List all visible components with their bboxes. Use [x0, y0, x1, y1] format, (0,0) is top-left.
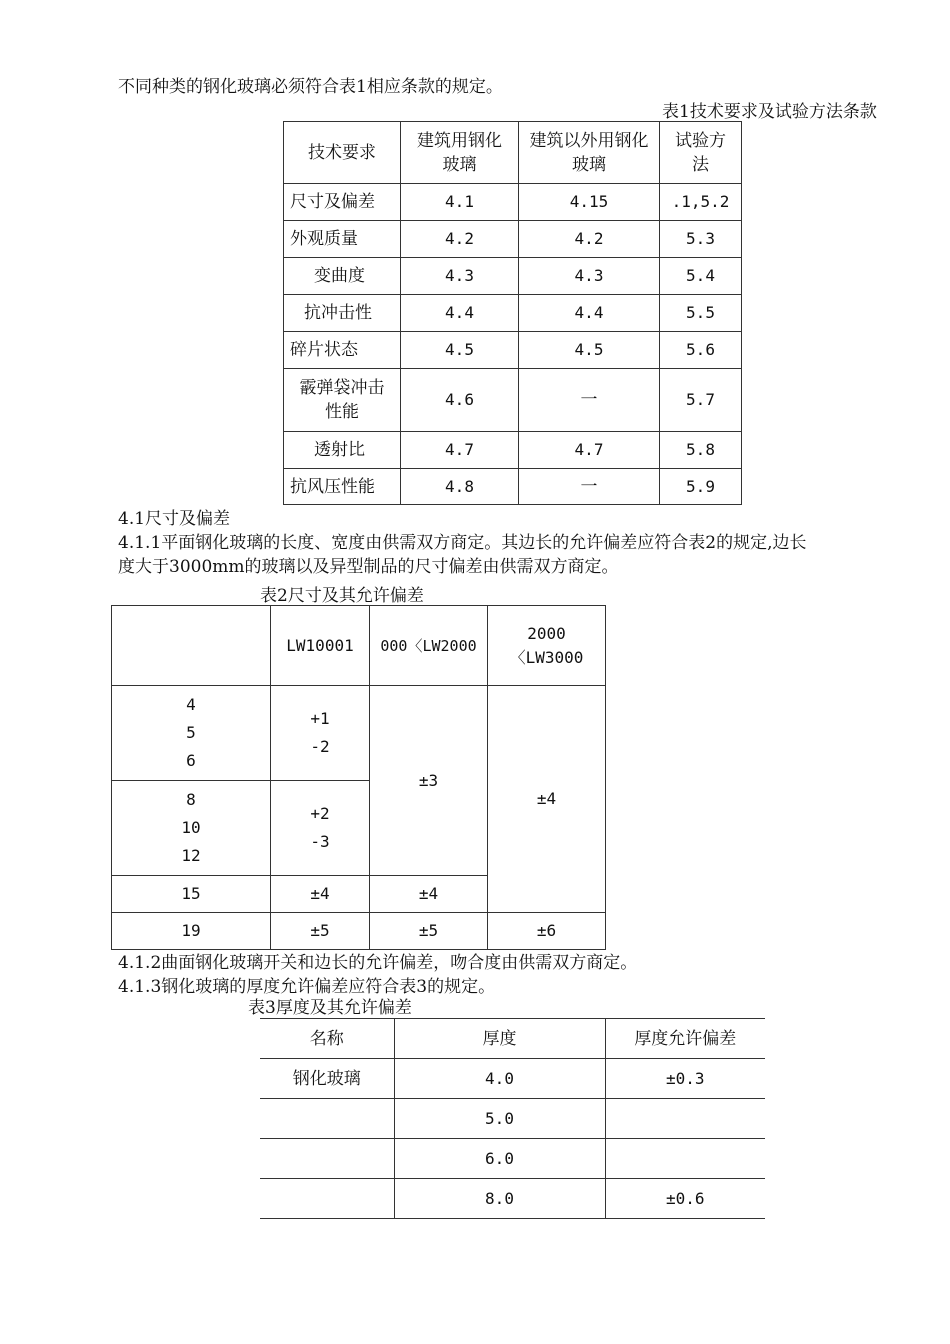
table3 — [260, 1018, 765, 1219]
table3-header-cell: 名称 — [260, 1019, 394, 1059]
table3-caption: 表3厚度及其允许偏差 — [248, 998, 412, 1018]
table-row — [284, 432, 742, 469]
table-row — [284, 258, 742, 295]
table-row — [284, 332, 742, 369]
table1-cell: 4.2 — [519, 221, 660, 258]
table3-cell — [605, 1099, 765, 1139]
table1-header-cell: 建筑以外用钢化玻璃 — [519, 122, 660, 184]
table1-header-cell: 技术要求 — [284, 122, 401, 184]
tolerance-cell: +1 -2 — [271, 686, 370, 781]
tolerance-cell: +2 -3 — [271, 781, 370, 876]
table1-cell: .1,5.2 — [660, 184, 742, 221]
table1-cell: 4.1 — [401, 184, 519, 221]
table2-cell: ±4 — [370, 876, 488, 913]
table-row — [260, 1059, 765, 1099]
table-row — [284, 295, 742, 332]
intro-text: 不同种类的钢化玻璃必须符合表1相应条款的规定。 — [118, 77, 503, 97]
table3-cell: 钢化玻璃 — [260, 1059, 394, 1099]
table1-cell: 4.7 — [519, 432, 660, 469]
table1-cell: 4.5 — [519, 332, 660, 369]
merged-tolerance-cell: ±4 — [488, 686, 606, 913]
thickness-group-cell: 4 5 6 — [112, 686, 271, 781]
table1-cell: 4.4 — [519, 295, 660, 332]
table1-cell: 5.6 — [660, 332, 742, 369]
table-row — [284, 469, 742, 505]
table2-cell: 19 — [112, 913, 271, 950]
table-row — [260, 1139, 765, 1179]
table2-header-cell — [112, 606, 271, 686]
table3-header-cell: 厚度允许偏差 — [605, 1019, 765, 1059]
table3-cell — [605, 1139, 765, 1179]
table1-header-row — [284, 122, 742, 184]
table2-caption: 表2尺寸及其允许偏差 — [260, 586, 424, 606]
table3-cell: 8.0 — [394, 1179, 605, 1219]
table2-header-row — [112, 606, 606, 686]
table2-header-cell: LW10001 — [271, 606, 370, 686]
table3-cell: ±0.6 — [605, 1179, 765, 1219]
table3-cell — [260, 1139, 394, 1179]
table3-cell: 6.0 — [394, 1139, 605, 1179]
table1-cell: 4.7 — [401, 432, 519, 469]
table-row — [284, 369, 742, 432]
thickness-group-cell: 8 10 12 — [112, 781, 271, 876]
table3-cell: ±0.3 — [605, 1059, 765, 1099]
table1-cell: 5.7 — [660, 369, 742, 432]
table-row — [284, 221, 742, 258]
paragraph: 4.1.2曲面钢化玻璃开关和边长的允许偏差，吻合度由供需双方商定。 — [118, 953, 638, 973]
paragraph: 4.1.1平面钢化玻璃的长度、宽度由供需双方商定。其边长的允许偏差应符合表2的规定,边长 — [118, 533, 807, 553]
table1-cell: 5.8 — [660, 432, 742, 469]
table1-cell: 4.2 — [401, 221, 519, 258]
table1-cell: 碎片状态 — [284, 332, 401, 369]
table1-cell: 5.3 — [660, 221, 742, 258]
table1-cell: 5.9 — [660, 469, 742, 505]
table3-header-cell: 厚度 — [394, 1019, 605, 1059]
merged-tolerance-cell: ±3 — [370, 686, 488, 876]
table2-cell: ±5 — [370, 913, 488, 950]
table3-cell: 4.0 — [394, 1059, 605, 1099]
table1-cell: 5.5 — [660, 295, 742, 332]
table1-cell: 4.4 — [401, 295, 519, 332]
table1-caption: 表1技术要求及试验方法条款 — [662, 102, 877, 122]
table1-cell: 一 — [519, 469, 660, 505]
table1-cell: 变曲度 — [284, 258, 401, 295]
table3-header-row — [260, 1019, 765, 1059]
table3-cell: 5.0 — [394, 1099, 605, 1139]
table1-cell: 外观质量 — [284, 221, 401, 258]
table2-cell: ±5 — [271, 913, 370, 950]
table1-header-cell: 试验方法 — [660, 122, 742, 184]
table2-cell: ±4 — [271, 876, 370, 913]
table1-cell: 4.3 — [401, 258, 519, 295]
table-row — [260, 1179, 765, 1219]
table-row — [260, 1099, 765, 1139]
table3-cell — [260, 1099, 394, 1139]
table1-cell: 4.5 — [401, 332, 519, 369]
table2-cell: 15 — [112, 876, 271, 913]
table2-header-cell: 000〈LW2000 — [370, 606, 488, 686]
table2-header-cell: 2000〈LW3000 — [488, 606, 606, 686]
table1-cell: 4.15 — [519, 184, 660, 221]
section-heading: 4.1尺寸及偏差 — [118, 509, 231, 529]
table-row — [284, 184, 742, 221]
table1-header-cell: 建筑用钢化玻璃 — [401, 122, 519, 184]
table1-cell: 5.4 — [660, 258, 742, 295]
table1-cell: 抗冲击性 — [284, 295, 401, 332]
paragraph: 4.1.3钢化玻璃的厚度允许偏差应符合表3的规定。 — [118, 977, 496, 997]
table1-cell: 透射比 — [284, 432, 401, 469]
table1-cell: 4.8 — [401, 469, 519, 505]
table1-cell: 尺寸及偏差 — [284, 184, 401, 221]
table1-cell: 一 — [519, 369, 660, 432]
paragraph: 度大于3000mm的玻璃以及异型制品的尺寸偏差由供需双方商定。 — [118, 557, 619, 577]
table-row — [112, 686, 606, 781]
table2-cell: ±6 — [488, 913, 606, 950]
table1-cell: 4.3 — [519, 258, 660, 295]
table1-cell: 霰弹袋冲击性能 — [284, 369, 401, 432]
table1-cell: 抗风压性能 — [284, 469, 401, 505]
table-row — [112, 913, 606, 950]
table2 — [111, 605, 606, 950]
table1 — [283, 121, 742, 505]
table3-cell — [260, 1179, 394, 1219]
table1-cell: 4.6 — [401, 369, 519, 432]
